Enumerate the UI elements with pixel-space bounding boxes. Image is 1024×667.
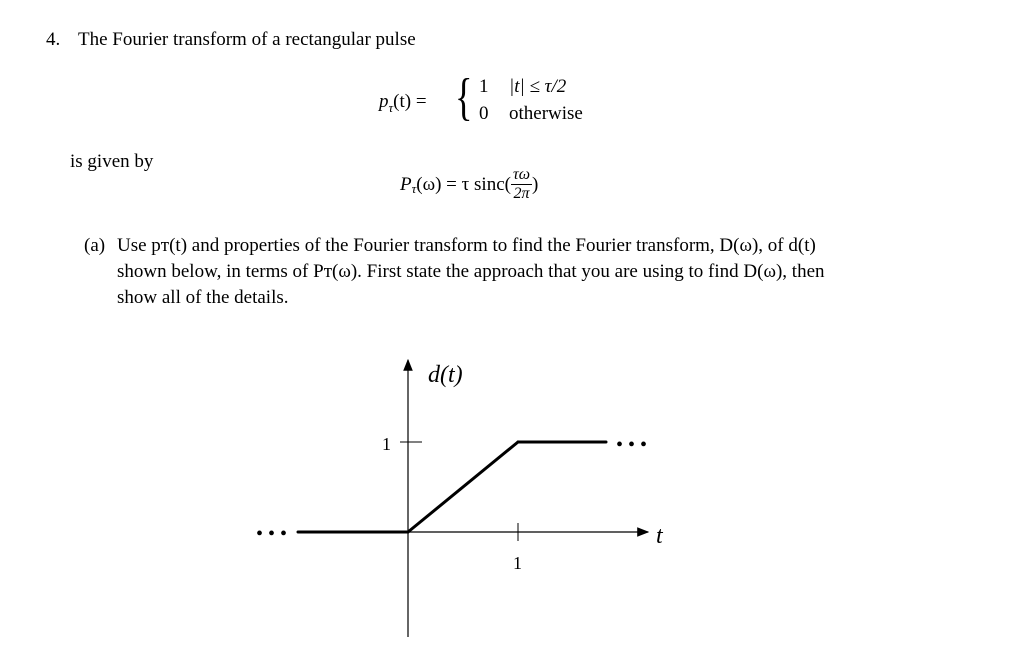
right-continuation-dots: • • • <box>616 434 648 456</box>
d-of-t-segment <box>408 442 518 532</box>
pulse-lhs-symbol: p <box>379 91 389 112</box>
transform-close-paren: ) <box>532 173 539 195</box>
case2-value: 0 <box>479 103 489 124</box>
x-tick-label: 1 <box>513 553 522 573</box>
part-a-line1: Use pᴛ(t) and properties of the Fourier transform to find the Fourier transform, D(ω), of d(t) <box>117 235 816 256</box>
case1-condition: |t| ≤ τ/2 <box>509 76 567 97</box>
fraction-numerator: τω <box>512 166 530 183</box>
pulse-lhs-subscript: τ <box>388 99 394 115</box>
pulse-lhs-arg: (t) = <box>393 91 427 112</box>
part-a-line3: show all of the details. <box>117 287 289 308</box>
part-a-line2: shown below, in terms of Pᴛ(ω). First state the approach that you are using to find D(ω), then <box>117 261 825 282</box>
transform-lhs-arg: (ω) = τ sinc( <box>416 173 511 195</box>
y-tick-label: 1 <box>382 434 391 454</box>
cases-brace: { <box>455 69 473 126</box>
y-axis-label: d(t) <box>428 362 463 388</box>
fraction-denominator: 2π <box>513 185 530 202</box>
x-axis-label: t <box>656 523 663 549</box>
problem-heading: The Fourier transform of a rectangular pulse <box>78 29 416 50</box>
transform-lhs-symbol: P <box>400 173 412 195</box>
case2-condition: otherwise <box>509 103 583 124</box>
part-a-label: (a) <box>84 235 106 256</box>
case1-value: 1 <box>479 76 489 97</box>
left-continuation-dots: • • • <box>256 523 288 545</box>
transform-lhs-subscript: τ <box>411 180 417 196</box>
problem-number: 4. <box>46 29 61 50</box>
given-by-text: is given by <box>70 151 154 172</box>
